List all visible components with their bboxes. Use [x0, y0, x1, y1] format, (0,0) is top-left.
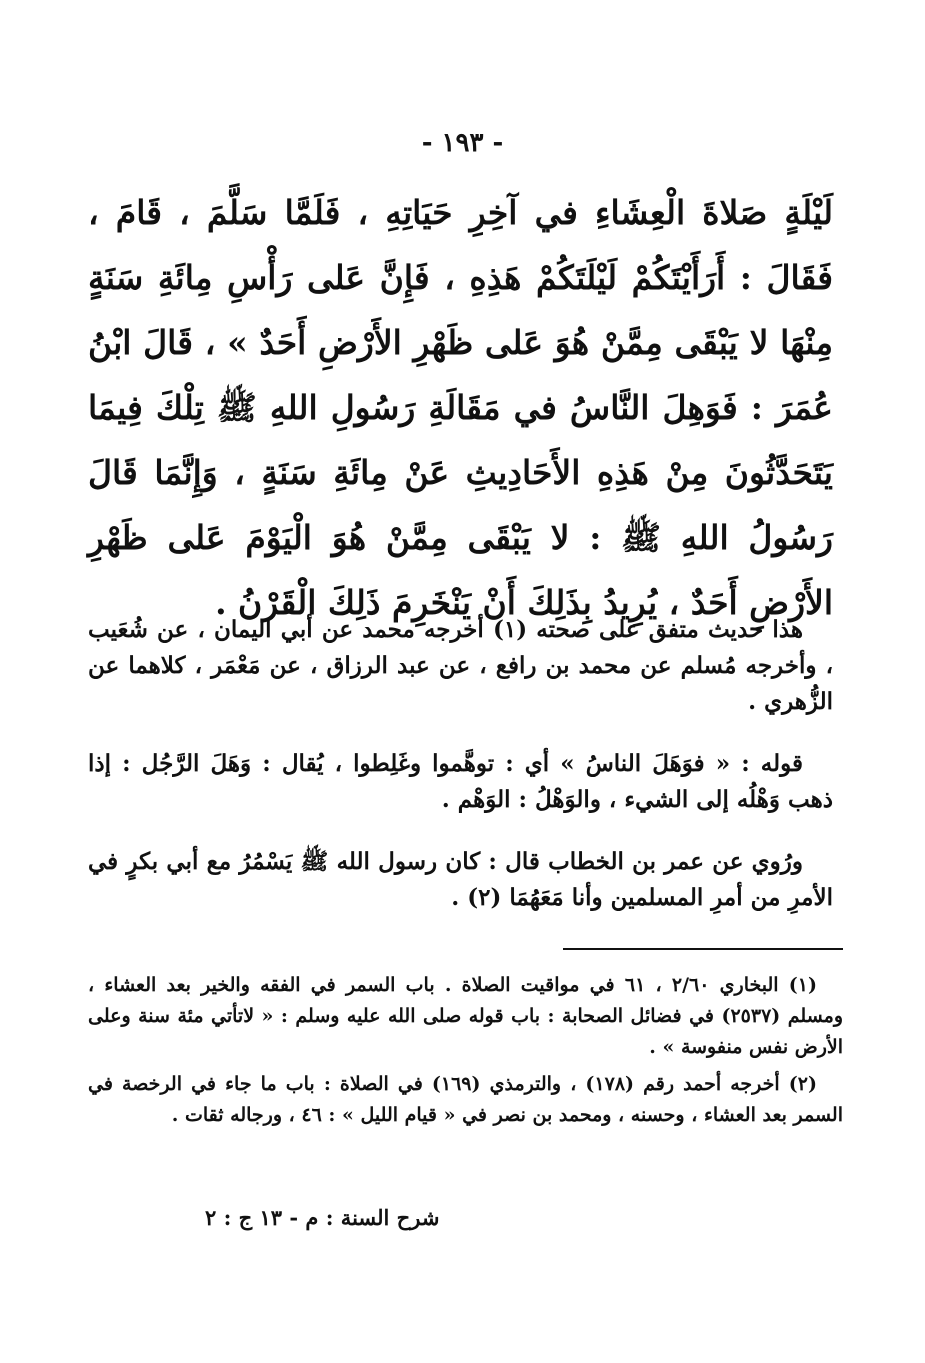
footnote-divider: [563, 948, 843, 950]
footnotes: [88, 970, 843, 1137]
commentary-paragraph-1: [88, 612, 833, 720]
commentary-text: قوله : « فوَهَلَ الناسُ » أي : توهَّموا وغَلِطوا ، يُقال : وَهَلَ الرَّجُل : إذا ذهب وَهْلُه إلى الشيء ، والوَهْلُ : الوَهْم .: [88, 750, 833, 813]
book-signature: شرح السنة : م - ١٣ ج : ٢: [205, 1205, 440, 1230]
page-number: - ١٩٣ -: [421, 128, 504, 158]
commentary-text: هذا حديث متفق على صحته (١) أخرجه محمد عن أبي اليمان ، عن شُعَيب ، وأخرجه مُسلم عن محمد بن رافع ، عن عبد الرزاق ، عن مَعْمَر ، كلاهما عن الزُّهري .: [88, 616, 833, 715]
footnote-1: (١) البخاري ٢/٦٠ ، ٦١ في مواقيت الصلاة . باب السمر في الفقه والخير بعد العشاء ، ومسلم (٢٥٣٧) في فضائل الصحابة : باب قوله صلى الله عليه وسلم : « لاتأتي مئة سنة وعلى الأرض نفس منفوسة » .: [88, 974, 844, 1058]
hadith-text: لَيْلَةٍ صَلاةَ الْعِشَاءِ في آخِرِ حَيَاتِهِ ، فَلَمَّا سَلَّمَ ، قَامَ ، فَقَالَ : أَرَأَيْتَكُمْ لَيْلَتَكُمْ هَذِهِ ، فَإِنَّ عَلى رَأْسِ مِائَةِ سَنَةٍ مِنْهَا لا يَبْقَى مِمَّنْ هُوَ عَلى ظَهْرِ الأَرْضِ أَحَدٌ » ، قَالَ ابْنُ عُمَرَ : فَوَهِلَ النَّاسُ في مَقَالَةِ رَسُولِ اللهِ ﷺ تِلْكَ فِيمَا يَتَحَدَّثُونَ مِنْ هَذِهِ الأَحَادِيثِ عَنْ مِائَةِ سَنَةٍ ، وَإِنَّمَا قَالَ رَسُولُ اللهِ ﷺ : لا يَبْقَى مِمَّنْ هُوَ الْيَوْمَ عَلى ظَهْرِ الأَرْضِ أَحَدٌ ، يُرِيدُ بِذَلِكَ أَنْ يَنْخَرِمَ ذَلِكَ الْقَرْنُ .: [88, 193, 833, 622]
footnote-2: (٢) أخرجه أحمد رقم (١٧٨) ، والترمذي (١٦٩) في الصلاة : باب ما جاء في الرخصة في السمر بعد العشاء ، وحسنه ، ومحمد بن نصر في « قيام الليل » : ٤٦ ، ورجاله ثقات .: [88, 1073, 843, 1126]
commentary-paragraph-3: [88, 844, 833, 916]
commentary-paragraph-2: [88, 746, 833, 818]
commentary-text: ورُوي عن عمر بن الخطاب قال : كان رسول الله ﷺ يَسْمُرُ مع أبي بكرٍ في الأمرِ من أمرِ المسلمين وأنا مَعَهُمَا (٢) .: [88, 848, 833, 911]
